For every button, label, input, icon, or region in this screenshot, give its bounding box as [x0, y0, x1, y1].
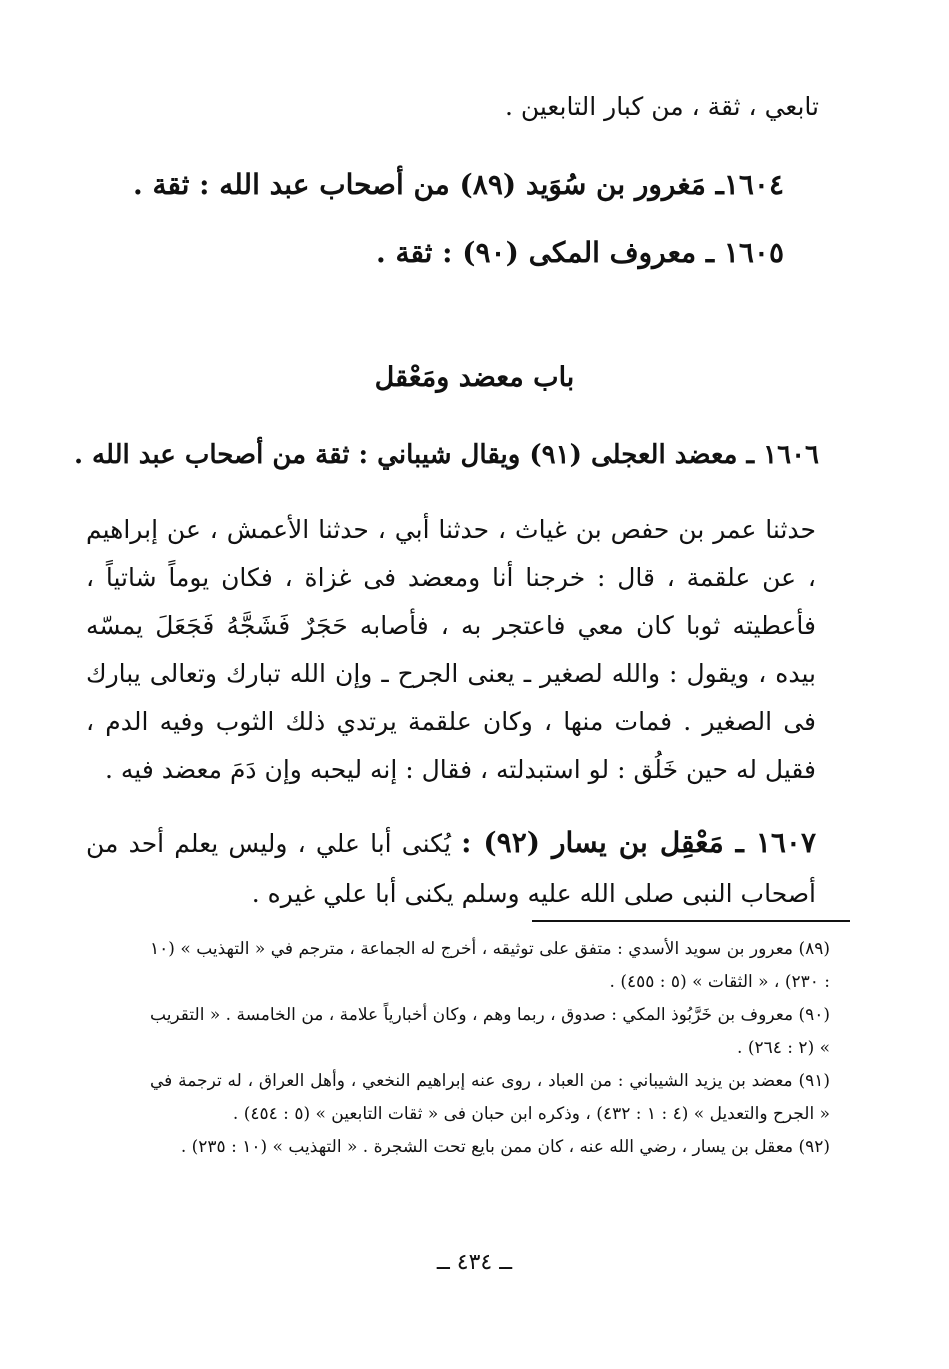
continued-entry-line: تابعي ، ثقة ، من كبار التابعين . [504, 92, 819, 121]
entry-1604: ١٦٠٤ـ مَغرور بن سُوَيد (٨٩) من أصحاب عبد الله : ثقة . [132, 168, 784, 201]
page-number: ــ ٤٣٤ ــ [436, 1250, 513, 1275]
entry-1606: ١٦٠٦ ـ معضد العجلى (٩١) ويقال شيباني : ثقة من أصحاب عبد الله . [73, 440, 819, 470]
section-heading: باب معضد ومَعْقل [374, 362, 575, 393]
narration-paragraph: حدثنا عمر بن حفص بن غياث ، حدثنا أبي ، حدثنا الأعمش ، عن إبراهيم ، عن علقمة ، قال : خرجنا أنا ومعضد فى غزاة ، فكان يوماً شاتياً ، فأعطيته ثوبا كان معي فاعتجر به ، فأصابه حَجَرٌ فَشَجَّهُ فَجَعَلَ يمسّه بيده ، ويقول : والله لصغير ـ يعنى الجرح ـ وإن الله تبارك وتعالى يبارك فى الصغير . فمات منها ، وكان علقمة يرتدي ذلك الثوب وفيه الدم ، فقيل له حين خَلُق : لو استبدلته ، فقال : إنه ليحبه وإن دَمَ معضد فيه . [86, 515, 816, 784]
entry-1607-text: يُكنى أبا علي ، وليس يعلم أحد من أصحاب النبى صلى الله عليه وسلم يكنى أبا علي غيره . [86, 829, 816, 908]
footnote-92: (٩٢) معقل بن يسار ، رضي الله عنه ، كان ممن بايع تحت الشجرة . « التهذيب » (١٠ : ٢٣٥) . [180, 1137, 830, 1157]
footnotes [150, 933, 830, 1164]
entry-1607 [86, 818, 816, 919]
entry-1607-heading: ١٦٠٧ ـ مَعْقِل بن يسار (٩٢) : [461, 826, 816, 859]
footnote-90: (٩٠) معروف بن خَرَّبُوذ المكي : صدوق ، ربما وهم ، وكان أخبارياً علامة ، من الخامسة . « التقريب » (٢ : ٢٦٤) . [150, 1005, 830, 1058]
entry-1605: ١٦٠٥ ـ معروف المكى (٩٠) : ثقة . [375, 236, 784, 269]
footnote-89: (٨٩) معرور بن سويد الأسدي : متفق على توثيقه ، أخرج له الجماعة ، مترجم في « التهذيب » (١٠ : ٢٣٠) ، « الثقات » (٥ : ٤٥٥) . [150, 939, 830, 992]
footnote-separator [532, 920, 850, 922]
footnote-91: (٩١) معضد بن يزيد الشيباني : من العباد ، روى عنه إبراهيم النخعي ، وأهل العراق ، له ترجمة في « الجرح والتعديل » (٤ : ١ : ٤٣٢) ، وذكره ابن حبان فى « ثقات التابعين » (٥ : ٤٥٤) . [150, 1071, 830, 1124]
